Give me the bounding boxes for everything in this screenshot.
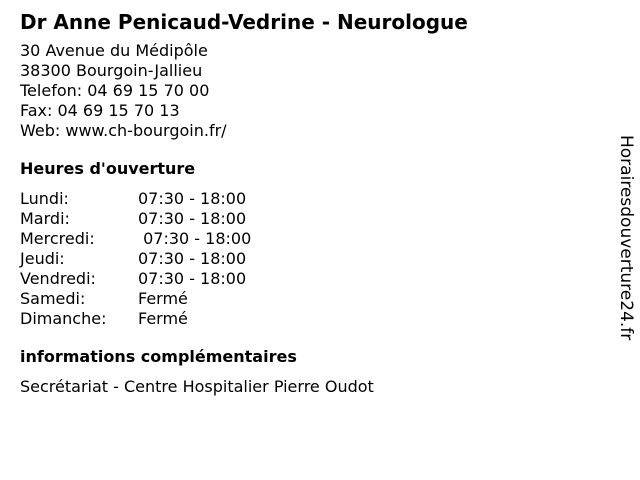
web-line: Web: www.ch-bourgoin.fr/ xyxy=(20,121,227,140)
additional-info-text: Secrétariat - Centre Hospitalier Pierre Oudot xyxy=(20,377,374,396)
hours-row-sunday xyxy=(20,309,600,329)
hours-row-wednesday xyxy=(20,229,600,249)
hours-day: Mercredi: xyxy=(20,229,95,248)
hours-time: 07:30 - 18:00 xyxy=(138,209,247,228)
hours-day: Vendredi: xyxy=(20,269,96,288)
opening-hours-table xyxy=(20,189,600,329)
hours-day: Samedi: xyxy=(20,289,86,308)
hours-time: Fermé xyxy=(138,289,188,308)
practitioner-card xyxy=(20,9,600,397)
hours-day: Jeudi: xyxy=(20,249,65,268)
hours-time: 07:30 - 18:00 xyxy=(138,269,247,288)
hours-time: 07:30 - 18:00 xyxy=(138,189,247,208)
hours-day: Dimanche: xyxy=(20,309,107,328)
hours-time: Fermé xyxy=(138,309,188,328)
hours-row-friday xyxy=(20,269,600,289)
hours-row-saturday xyxy=(20,289,600,309)
site-watermark: Horairesdouverture24.fr xyxy=(616,135,636,341)
hours-row-thursday xyxy=(20,249,600,269)
opening-hours-heading: Heures d'ouverture xyxy=(20,159,196,178)
hours-row-monday xyxy=(20,189,600,209)
hours-day: Lundi: xyxy=(20,189,69,208)
hours-time: 07:30 - 18:00 xyxy=(138,229,252,248)
address-line-2: 38300 Bourgoin-Jallieu xyxy=(20,61,203,80)
hours-time: 07:30 - 18:00 xyxy=(138,249,247,268)
fax-line: Fax: 04 69 15 70 13 xyxy=(20,101,180,120)
phone-line: Telefon: 04 69 15 70 00 xyxy=(20,81,210,100)
hours-row-tuesday xyxy=(20,209,600,229)
additional-info-heading: informations complémentaires xyxy=(20,347,297,366)
address-line-1: 30 Avenue du Médipôle xyxy=(20,41,208,60)
page-title: Dr Anne Penicaud-Vedrine - Neurologue xyxy=(20,10,468,34)
hours-day: Mardi: xyxy=(20,209,70,228)
